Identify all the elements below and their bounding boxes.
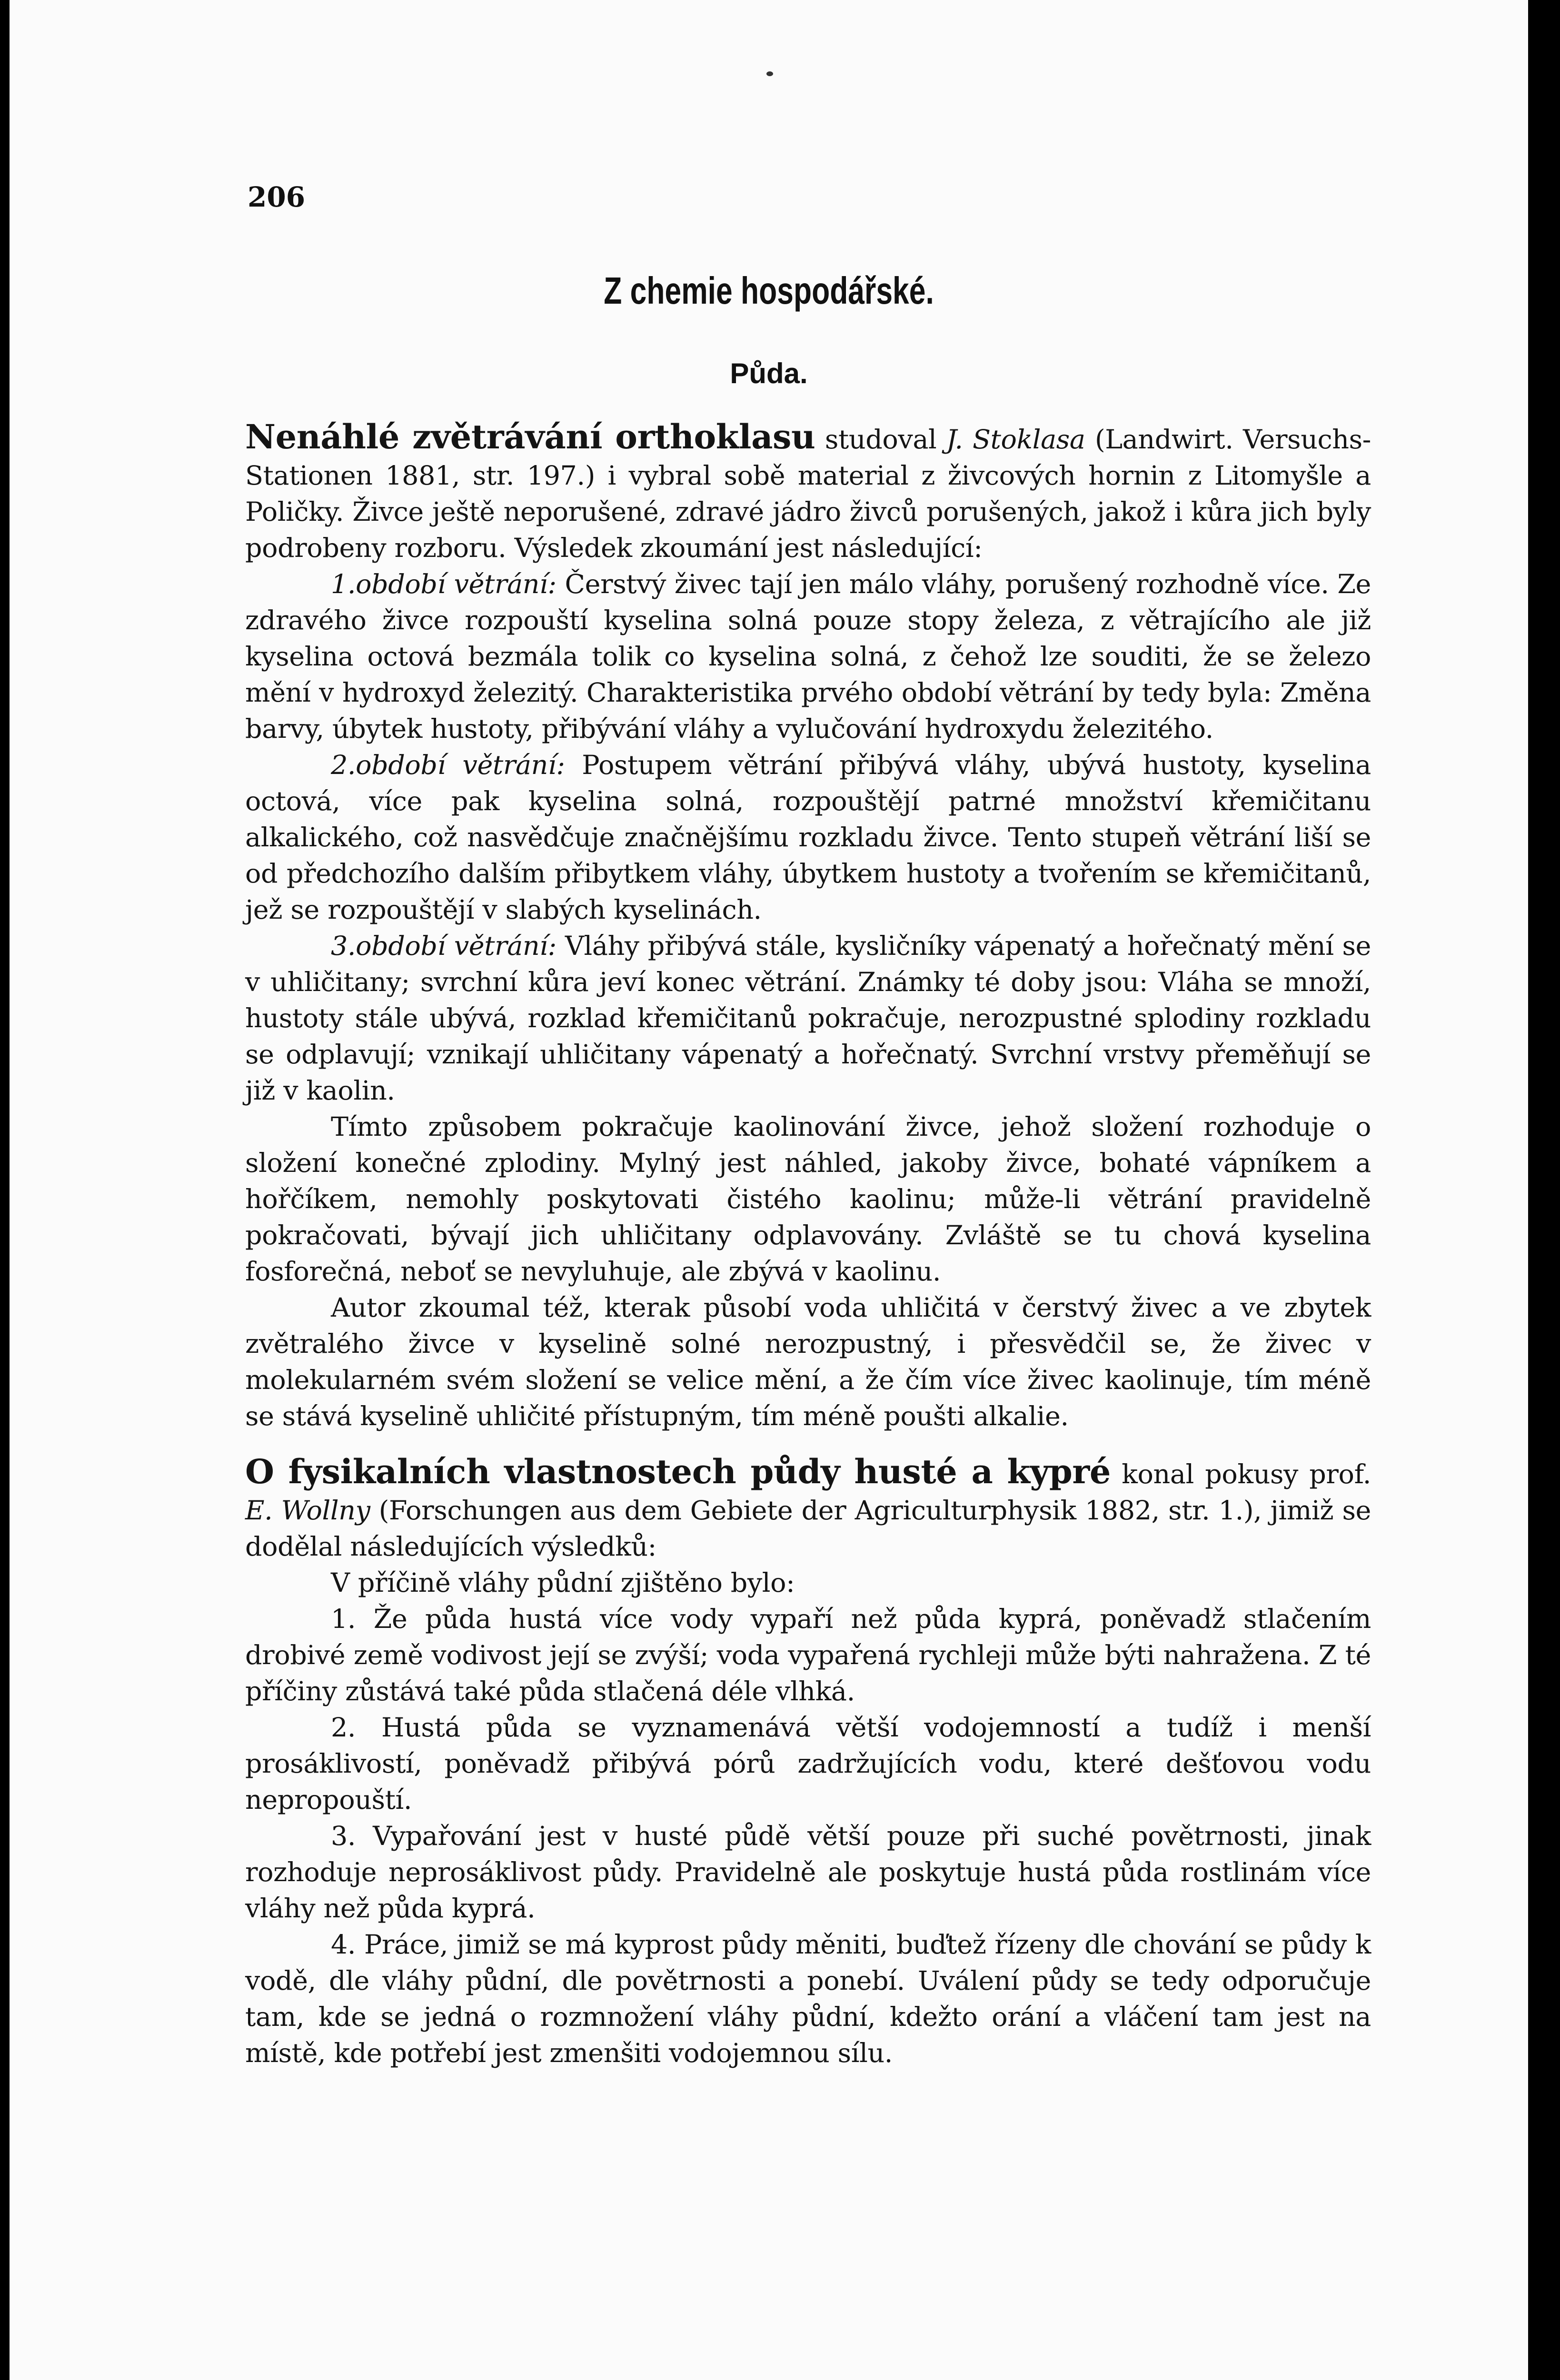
article1-author: J. Stoklasa [946,424,1085,455]
article1-heading: Nenáhlé zvětrávání orthoklasu [245,417,815,456]
article-body [245,419,1371,2072]
period3-text: Vláhy přibývá stále, kysličníky vápenatý a hořečnatý mění se v uhličitany; svrchní kůra jeví konec větrání. Známky té doby jsou: Vláha se množí, hustoty stále ubývá, rozklad křemičitanů pokračuje, nerozpustné splodiny rozkladu se odplavují; vznikají uhličitany vápenatý a hořečnatý. Svrchní vrstvy přeměňují se již v kaolin. [245,931,1371,1106]
period3-label: 3.období větrání: [331,931,556,962]
period1-paragraph [245,566,1371,747]
article2-intro-b: (Forschungen aus dem Gebiete der Agriculturphysik 1882, str. 1.), jimiž se dodělal následujících výsledků: [245,1495,1371,1562]
article1-intro-b: (Landwirt. Versuchs-Stationen 1881, str. 197.) i vybral sobě material z živcových hornin z Litomyšle a Poličky. Živce ještě neporušené, zdravé jádro živců porušených, jakož i kůra jich byly podrobeny rozboru. Výsledek zkoumání jest následující: [245,424,1371,564]
page-number: 206 [248,181,306,213]
result-item-3: 3. Vypařování jest v husté půdě větší pouze při suché povětrnosti, jinak rozhoduje neprosáklivost půdy. Pravidelně ale poskytuje hustá půda rostlinám více vláhy než půda kyprá. [245,1821,1371,1924]
article2-intro-a: konal pokusy prof. [1111,1459,1371,1490]
article1-intro-a: studoval [815,424,946,455]
period2-text: Postupem větrání přibývá vláhy, ubývá hustoty, kyselina octová, více pak kyselina solná, rozpouštějí patrné množství křemičitanu alkalického, což nasvědčuje značnějšímu rozkladu živce. Tento stupeň větrání liší se od předchozího dalším přibytkem vláhy, úbytkem hustoty a tvořením se křemičitanů, jež se rozpouštějí v slabých kyselinách. [245,750,1371,925]
article1-intro-paragraph [245,419,1371,566]
scan-speck [766,71,773,76]
article2-intro-paragraph [245,1454,1371,1565]
document-page [10,0,1528,2380]
section-title: Z chemie hospodářské. [604,269,934,312]
period1-text: Čerstvý živec tají jen málo vláhy, porušený rozhodně více. Ze zdravého živce rozpouští kyselina solná pouze stopy železa, z větrajícího ale již kyselina octová bezmála tolik co kyselina solná, z čehož lze souditi, že se železo mění v hydroxyd železitý. Charakteristika prvého období větrání by tedy byla: Změna barvy, úbytek hustoty, přibývání vláhy a vylučování hydroxydu železitého. [245,569,1371,744]
period3-paragraph [245,928,1371,1109]
result-item-1: 1. Že půda hustá více vody vypaří než půda kyprá, poněvadž stlačením drobivé země vodivost její se zvýší; voda vypařená rychleji může býti nahražena. Z té příčiny zůstává také půda stlačená déle vlhká. [245,1604,1371,1707]
kaolin-paragraph: Tímto způsobem pokračuje kaolinování živce, jehož složení rozhoduje o složení konečné zplodiny. Mylný jest náhled, jakoby živce, bohaté vápníkem a hořčíkem, nemohly poskytovati čistého kaolinu; může-li větrání pravidelně pokračovati, bývají jich uhličitany odplavovány. Zvláště se tu chová kyselina fosforečná, neboť se nevyluhuje, ale zbývá v kaolinu. [245,1111,1371,1287]
article2-author: E. Wollny [245,1495,370,1526]
article2-heading: O fysikalních vlastnostech půdy husté a kypré [245,1452,1111,1491]
result-item-4: 4. Práce, jimiž se má kyprost půdy měniti, buďtež řízeny dle chování se půdy k vodě, dle vláhy půdní, dle povětrnosti a ponebí. Uválení půdy se tedy odporučuje tam, kde se jedná o rozmnožení vláhy půdní, kdežto orání a vláčení tam jest na místě, kde potřebí jest zmenšiti vodojemnou sílu. [245,1929,1371,2069]
period2-label: 2.období větrání: [331,750,565,781]
subsection-title: Půda. [730,357,808,389]
autor-paragraph: Autor zkoumal též, kterak působí voda uhličitá v čerstvý živec a ve zbytek zvětralého živce v kyselině solné nerozpustný, i přesvědčil se, že živec v molekularném svém složení se velice mění, a že čím více živec kaolinuje, tím méně se stává kyselině uhličité přístupným, tím méně poušti alkalie. [245,1292,1371,1432]
scan-border [1528,0,1560,2380]
article2-lead-in: V příčině vláhy půdní zjištěno bylo: [331,1567,795,1598]
period1-label: 1.období větrání: [331,569,556,600]
period2-paragraph [245,747,1371,928]
result-item-2: 2. Hustá půda se vyznamenává větší vodojemností a tudíž i menší prosáklivostí, poněvadž přibývá pórů zadržujících vodu, které dešťovou vodu nepropouští. [245,1712,1371,1815]
